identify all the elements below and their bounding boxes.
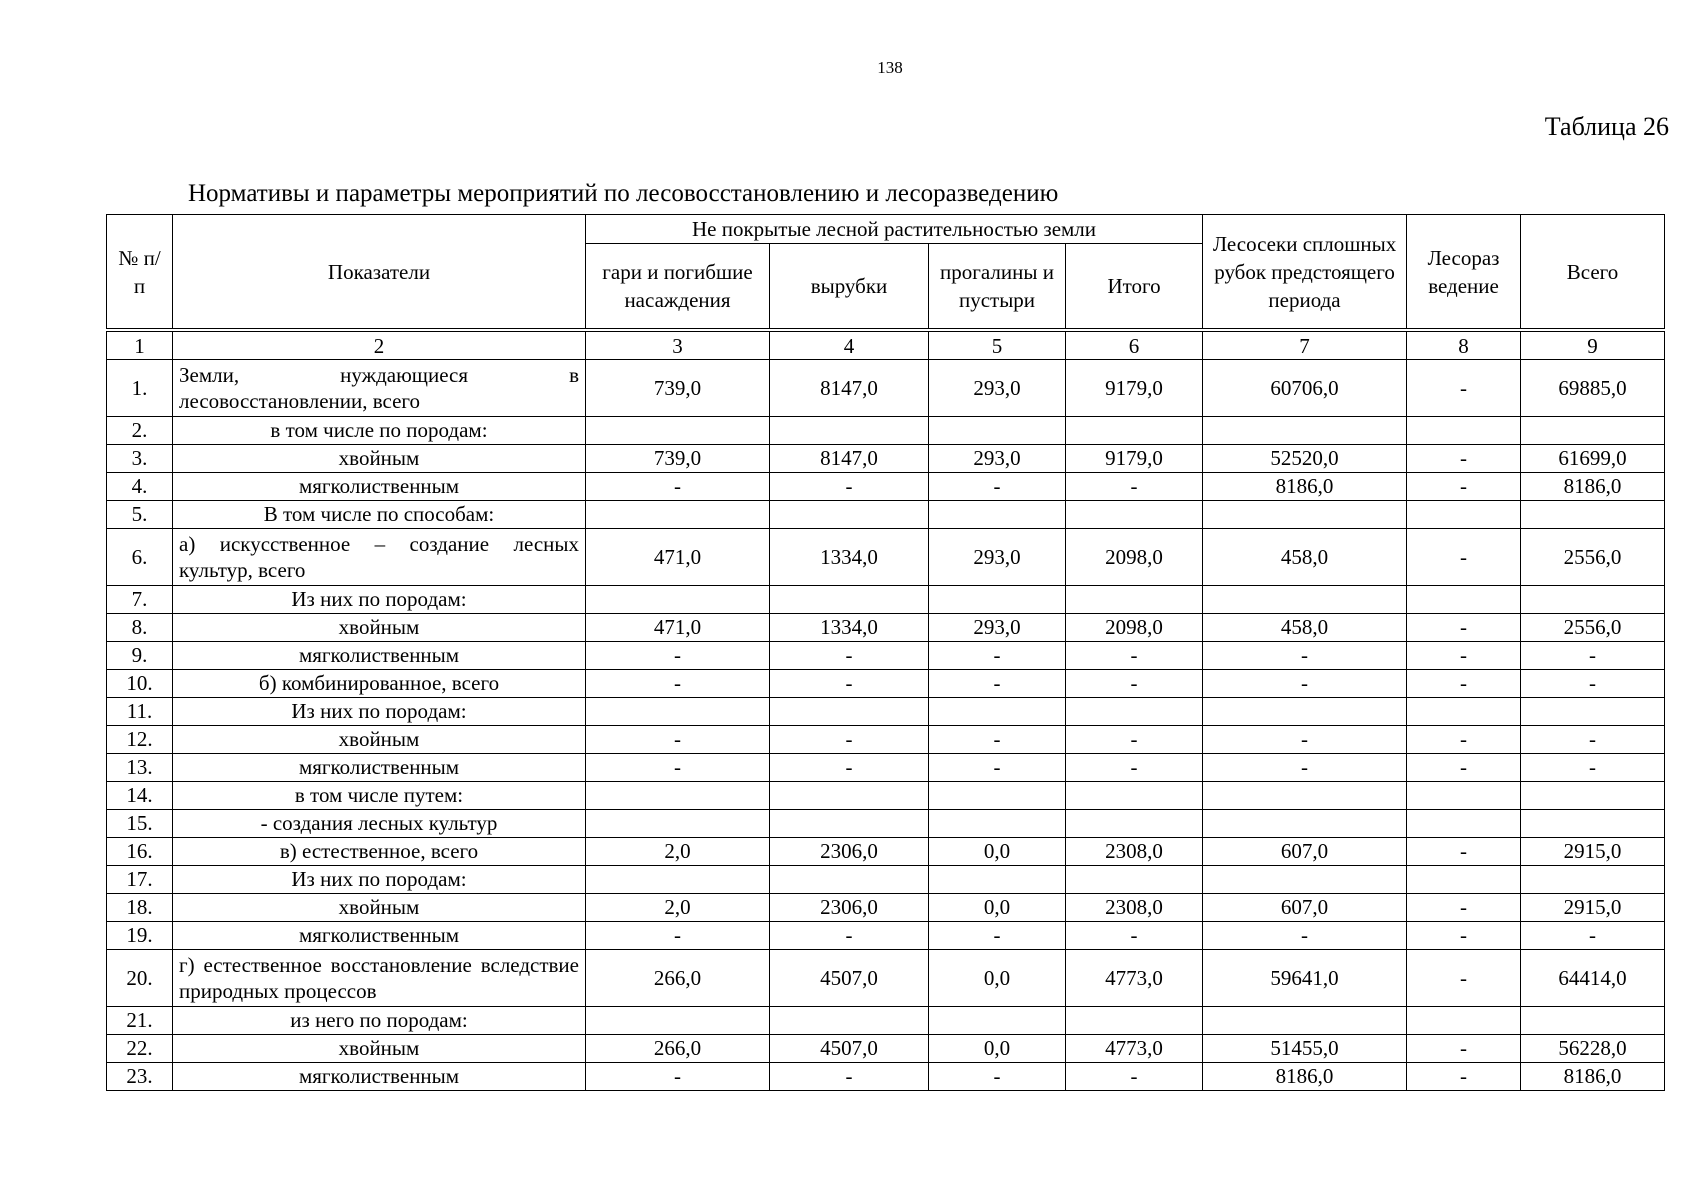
row-value: - (929, 1063, 1066, 1091)
row-value (1521, 698, 1665, 726)
row-label: в том числе путем: (173, 782, 586, 810)
row-value: - (1203, 670, 1407, 698)
row-value: 266,0 (586, 950, 770, 1007)
row-label: в) естественное, всего (173, 838, 586, 866)
row-value (1066, 417, 1203, 445)
row-label: а) искусственное – создание лесных культур, всего (173, 529, 586, 586)
row-value: 9179,0 (1066, 360, 1203, 417)
row-label: мягколиственным (173, 1063, 586, 1091)
row-value (1407, 866, 1521, 894)
row-value: 2556,0 (1521, 614, 1665, 642)
row-label: хвойным (173, 1035, 586, 1063)
column-number: 7 (1203, 330, 1407, 360)
row-value: - (929, 754, 1066, 782)
row-value: 1334,0 (770, 529, 929, 586)
row-value (1203, 501, 1407, 529)
row-value (586, 501, 770, 529)
column-numbers-row (107, 330, 1665, 360)
row-value: 471,0 (586, 614, 770, 642)
row-value: - (1066, 754, 1203, 782)
header-total: Всего (1521, 215, 1665, 331)
row-value: - (1066, 642, 1203, 670)
row-value: 8186,0 (1203, 473, 1407, 501)
row-value (929, 698, 1066, 726)
row-label: хвойным (173, 445, 586, 473)
row-value: - (770, 473, 929, 501)
column-number: 9 (1521, 330, 1665, 360)
row-value: 458,0 (1203, 614, 1407, 642)
row-value (929, 586, 1066, 614)
row-value: 607,0 (1203, 894, 1407, 922)
row-value (1521, 782, 1665, 810)
row-number: 12. (107, 726, 173, 754)
row-label: Из них по породам: (173, 698, 586, 726)
row-value (1203, 1007, 1407, 1035)
row-value: - (929, 670, 1066, 698)
row-value (770, 810, 929, 838)
row-label: мягколиственным (173, 922, 586, 950)
row-value: - (1407, 360, 1521, 417)
row-value (929, 417, 1066, 445)
row-value: 2306,0 (770, 838, 929, 866)
column-number: 2 (173, 330, 586, 360)
table-row (107, 614, 1665, 642)
row-value: 2915,0 (1521, 838, 1665, 866)
table-title: Нормативы и параметры мероприятий по лесовосстановлению и лесоразведению (188, 180, 1059, 207)
row-number: 5. (107, 501, 173, 529)
row-number: 1. (107, 360, 173, 417)
row-number: 11. (107, 698, 173, 726)
table-row (107, 698, 1665, 726)
row-value: 4773,0 (1066, 950, 1203, 1007)
row-label: из него по породам: (173, 1007, 586, 1035)
row-number: 20. (107, 950, 173, 1007)
row-value: - (770, 754, 929, 782)
row-label: Из них по породам: (173, 866, 586, 894)
row-value (1066, 866, 1203, 894)
row-value (770, 417, 929, 445)
row-value: - (1203, 726, 1407, 754)
row-value: 2308,0 (1066, 838, 1203, 866)
row-number: 22. (107, 1035, 173, 1063)
row-value: 266,0 (586, 1035, 770, 1063)
row-value (770, 782, 929, 810)
row-value (586, 698, 770, 726)
row-value (586, 586, 770, 614)
table-row (107, 1035, 1665, 1063)
row-value: - (1203, 754, 1407, 782)
row-value (586, 1007, 770, 1035)
row-value: 51455,0 (1203, 1035, 1407, 1063)
table-row (107, 782, 1665, 810)
row-value (770, 698, 929, 726)
row-value: 2098,0 (1066, 614, 1203, 642)
header-glades: прогалины и пустыри (929, 244, 1066, 331)
row-value: - (1203, 922, 1407, 950)
row-number: 8. (107, 614, 173, 642)
row-value: - (1521, 726, 1665, 754)
row-value: - (770, 670, 929, 698)
row-value: - (770, 726, 929, 754)
row-value (1521, 586, 1665, 614)
header-num: № п/п (107, 215, 173, 331)
row-value: - (586, 670, 770, 698)
row-value: 2556,0 (1521, 529, 1665, 586)
row-value (929, 782, 1066, 810)
row-value (929, 501, 1066, 529)
row-value (1066, 501, 1203, 529)
row-number: 15. (107, 810, 173, 838)
table-row (107, 670, 1665, 698)
row-value: 59641,0 (1203, 950, 1407, 1007)
row-value: - (1407, 1035, 1521, 1063)
row-value (1407, 782, 1521, 810)
header-subtotal: Итого (1066, 244, 1203, 331)
row-value: 293,0 (929, 614, 1066, 642)
row-value: - (1066, 670, 1203, 698)
row-value: - (1407, 1063, 1521, 1091)
norms-table (106, 214, 1665, 1091)
row-number: 7. (107, 586, 173, 614)
row-value: - (929, 473, 1066, 501)
row-value: 1334,0 (770, 614, 929, 642)
row-value (1521, 501, 1665, 529)
table-row (107, 642, 1665, 670)
table-row (107, 417, 1665, 445)
row-label: хвойным (173, 726, 586, 754)
header-cutover: вырубки (770, 244, 929, 331)
row-value (1521, 866, 1665, 894)
header-afforestation: Лесораз ведение (1407, 215, 1521, 331)
row-value: 0,0 (929, 950, 1066, 1007)
row-number: 3. (107, 445, 173, 473)
row-number: 10. (107, 670, 173, 698)
table-row (107, 360, 1665, 417)
column-number: 3 (586, 330, 770, 360)
row-value: 2915,0 (1521, 894, 1665, 922)
row-value: - (1407, 670, 1521, 698)
row-label: мягколиственным (173, 473, 586, 501)
row-number: 16. (107, 838, 173, 866)
row-value: - (1407, 754, 1521, 782)
row-value: 56228,0 (1521, 1035, 1665, 1063)
row-value (1203, 417, 1407, 445)
table-row (107, 473, 1665, 501)
table-row (107, 726, 1665, 754)
row-value: - (1407, 726, 1521, 754)
column-number: 5 (929, 330, 1066, 360)
table-row (107, 529, 1665, 586)
table-row (107, 838, 1665, 866)
row-value: 0,0 (929, 894, 1066, 922)
row-value (1203, 866, 1407, 894)
row-value: - (1407, 642, 1521, 670)
header-burned: гари и погибшие насаждения (586, 244, 770, 331)
row-value: - (1407, 922, 1521, 950)
row-value (770, 866, 929, 894)
row-label: мягколиственным (173, 642, 586, 670)
row-value (1203, 810, 1407, 838)
row-value: 0,0 (929, 838, 1066, 866)
table-row (107, 754, 1665, 782)
row-value: 2,0 (586, 838, 770, 866)
row-label: В том числе по способам: (173, 501, 586, 529)
page-number: 138 (877, 58, 903, 77)
row-value: - (1407, 529, 1521, 586)
row-value: 4507,0 (770, 1035, 929, 1063)
row-value: - (586, 1063, 770, 1091)
row-value: 293,0 (929, 445, 1066, 473)
row-value (929, 866, 1066, 894)
row-number: 14. (107, 782, 173, 810)
row-number: 2. (107, 417, 173, 445)
row-value: - (929, 726, 1066, 754)
header-indicator: Показатели (173, 215, 586, 331)
row-value: - (1407, 838, 1521, 866)
row-value (1066, 1007, 1203, 1035)
row-value: - (770, 642, 929, 670)
row-value: - (586, 473, 770, 501)
row-value: 8147,0 (770, 445, 929, 473)
column-number: 4 (770, 330, 929, 360)
row-value: 471,0 (586, 529, 770, 586)
row-value: - (1066, 922, 1203, 950)
row-value (1521, 1007, 1665, 1035)
row-value: - (1521, 922, 1665, 950)
row-value (586, 866, 770, 894)
row-label: Земли, нуждающиеся в лесовосстановлении, всего (173, 360, 586, 417)
header-group-uncovered: Не покрытые лесной растительностью земли (586, 215, 1203, 244)
row-label: в том числе по породам: (173, 417, 586, 445)
row-value: 293,0 (929, 360, 1066, 417)
row-number: 18. (107, 894, 173, 922)
row-value: - (1203, 642, 1407, 670)
table-row (107, 501, 1665, 529)
table-row (107, 586, 1665, 614)
row-number: 21. (107, 1007, 173, 1035)
row-label: - создания лесных культур (173, 810, 586, 838)
row-label: б) комбинированное, всего (173, 670, 586, 698)
column-number: 1 (107, 330, 173, 360)
row-value: 739,0 (586, 360, 770, 417)
row-value: 739,0 (586, 445, 770, 473)
row-value: 4507,0 (770, 950, 929, 1007)
row-value: 0,0 (929, 1035, 1066, 1063)
table-row (107, 866, 1665, 894)
row-value (586, 810, 770, 838)
row-value: - (1521, 642, 1665, 670)
row-value: 8186,0 (1521, 1063, 1665, 1091)
row-number: 23. (107, 1063, 173, 1091)
row-value: - (929, 642, 1066, 670)
row-value: 2,0 (586, 894, 770, 922)
row-label: Из них по породам: (173, 586, 586, 614)
row-value: - (929, 922, 1066, 950)
row-value: - (770, 1063, 929, 1091)
row-value: 52520,0 (1203, 445, 1407, 473)
table-row (107, 894, 1665, 922)
row-value: 8186,0 (1203, 1063, 1407, 1091)
row-label: хвойным (173, 894, 586, 922)
row-value (1407, 417, 1521, 445)
row-value: - (1521, 754, 1665, 782)
row-value: 8147,0 (770, 360, 929, 417)
row-value (1407, 810, 1521, 838)
row-value: 69885,0 (1521, 360, 1665, 417)
row-value: - (586, 754, 770, 782)
row-value (1066, 698, 1203, 726)
row-value (1066, 782, 1203, 810)
row-value: 2308,0 (1066, 894, 1203, 922)
row-value (1203, 586, 1407, 614)
row-label: хвойным (173, 614, 586, 642)
row-value (1203, 782, 1407, 810)
row-value: - (586, 922, 770, 950)
row-value (770, 501, 929, 529)
row-value: - (586, 642, 770, 670)
row-label: мягколиственным (173, 754, 586, 782)
row-value: - (770, 922, 929, 950)
column-number: 8 (1407, 330, 1521, 360)
row-number: 19. (107, 922, 173, 950)
row-value: - (1407, 894, 1521, 922)
row-value (1203, 698, 1407, 726)
row-value: 607,0 (1203, 838, 1407, 866)
row-value: - (1066, 1063, 1203, 1091)
row-value: 458,0 (1203, 529, 1407, 586)
row-value (770, 1007, 929, 1035)
row-value (1066, 810, 1203, 838)
row-value: - (1407, 950, 1521, 1007)
row-value: 64414,0 (1521, 950, 1665, 1007)
table-row (107, 950, 1665, 1007)
row-number: 4. (107, 473, 173, 501)
row-value (586, 782, 770, 810)
row-value (1521, 810, 1665, 838)
row-value (929, 1007, 1066, 1035)
row-value (1407, 698, 1521, 726)
row-value: 8186,0 (1521, 473, 1665, 501)
row-value: - (1407, 614, 1521, 642)
row-value: - (586, 726, 770, 754)
row-label: г) естественное восстановление вследствие природных процессов (173, 950, 586, 1007)
row-value (929, 810, 1066, 838)
row-number: 13. (107, 754, 173, 782)
row-value (1521, 417, 1665, 445)
row-number: 17. (107, 866, 173, 894)
row-value: - (1521, 670, 1665, 698)
row-value (1407, 501, 1521, 529)
row-value: 60706,0 (1203, 360, 1407, 417)
table-row (107, 445, 1665, 473)
row-value (1407, 1007, 1521, 1035)
row-value: 293,0 (929, 529, 1066, 586)
table-row (107, 810, 1665, 838)
row-value: - (1066, 726, 1203, 754)
row-value: - (1066, 473, 1203, 501)
row-value (1066, 586, 1203, 614)
row-number: 6. (107, 529, 173, 586)
row-value (770, 586, 929, 614)
header-clearcut: Лесосеки сплошных рубок предстоящего периода (1203, 215, 1407, 331)
row-value: 9179,0 (1066, 445, 1203, 473)
table-row (107, 1007, 1665, 1035)
row-value (1407, 586, 1521, 614)
row-value: 2306,0 (770, 894, 929, 922)
row-value: 4773,0 (1066, 1035, 1203, 1063)
row-value: 2098,0 (1066, 529, 1203, 586)
row-value (586, 417, 770, 445)
column-number: 6 (1066, 330, 1203, 360)
row-value: 61699,0 (1521, 445, 1665, 473)
table-label: Таблица 26 (1544, 112, 1669, 141)
table-row (107, 1063, 1665, 1091)
table-row (107, 922, 1665, 950)
row-value: - (1407, 473, 1521, 501)
row-number: 9. (107, 642, 173, 670)
row-value: - (1407, 445, 1521, 473)
